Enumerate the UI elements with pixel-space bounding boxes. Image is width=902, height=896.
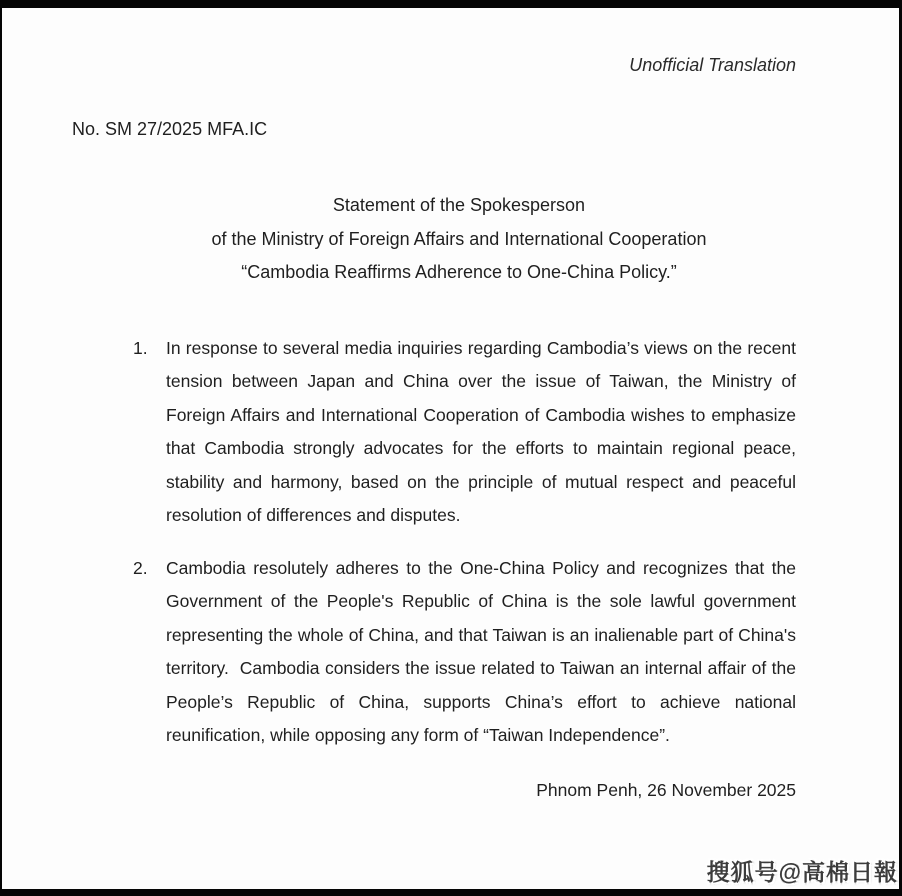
statement-title — [96, 189, 822, 290]
title-line-1: Statement of the Spokesperson — [332, 195, 586, 215]
dateline: Phnom Penh, 26 November 2025 — [536, 779, 796, 800]
statement-body — [70, 332, 796, 753]
item-text: In response to several media inquiries regarding Cambodia’s views on the recent tension between Japan and China over the issue of Taiwan, the Ministry of Foreign Affairs and International Cooperation of Cambodia wishes to emphasize that Cambodia strongly advocates for the efforts to maintain regional peace, stability and harmony, based on the principle of mutual respect and peaceful resolution of differences and disputes. — [166, 337, 796, 525]
item-number: 2. — [133, 557, 148, 578]
statement-document — [70, 8, 796, 807]
reference-number: No. SM 27/2025 MFA.IC — [72, 119, 268, 139]
translation-note: Unofficial Translation — [629, 55, 796, 75]
title-line-3: “Cambodia Reaffirms Adherence to One-China Policy.” — [241, 262, 677, 282]
page-frame-left — [0, 0, 2, 896]
page-frame-top — [0, 0, 902, 8]
page-frame-bottom — [0, 889, 902, 896]
list-item — [70, 332, 796, 533]
list-item — [70, 552, 796, 753]
title-line-2: of the Ministry of Foreign Affairs and International Cooperation — [211, 228, 707, 249]
watermark-sohu-khmer-daily: 搜狐号@高棉日報 — [706, 859, 898, 885]
item-text: Cambodia resolutely adheres to the One-China Policy and recognizes that the Government of the People's Republic of China is the sole lawful government representing the whole of China, and that Taiwan is an inalienable part of China's territory. Cambodia considers the issue related to Taiwan an internal affair of the People’s Republic of China, supports China’s effort to achieve national reunification, while opposing any form of “Taiwan Independence”. — [166, 557, 796, 745]
item-number: 1. — [133, 337, 148, 358]
